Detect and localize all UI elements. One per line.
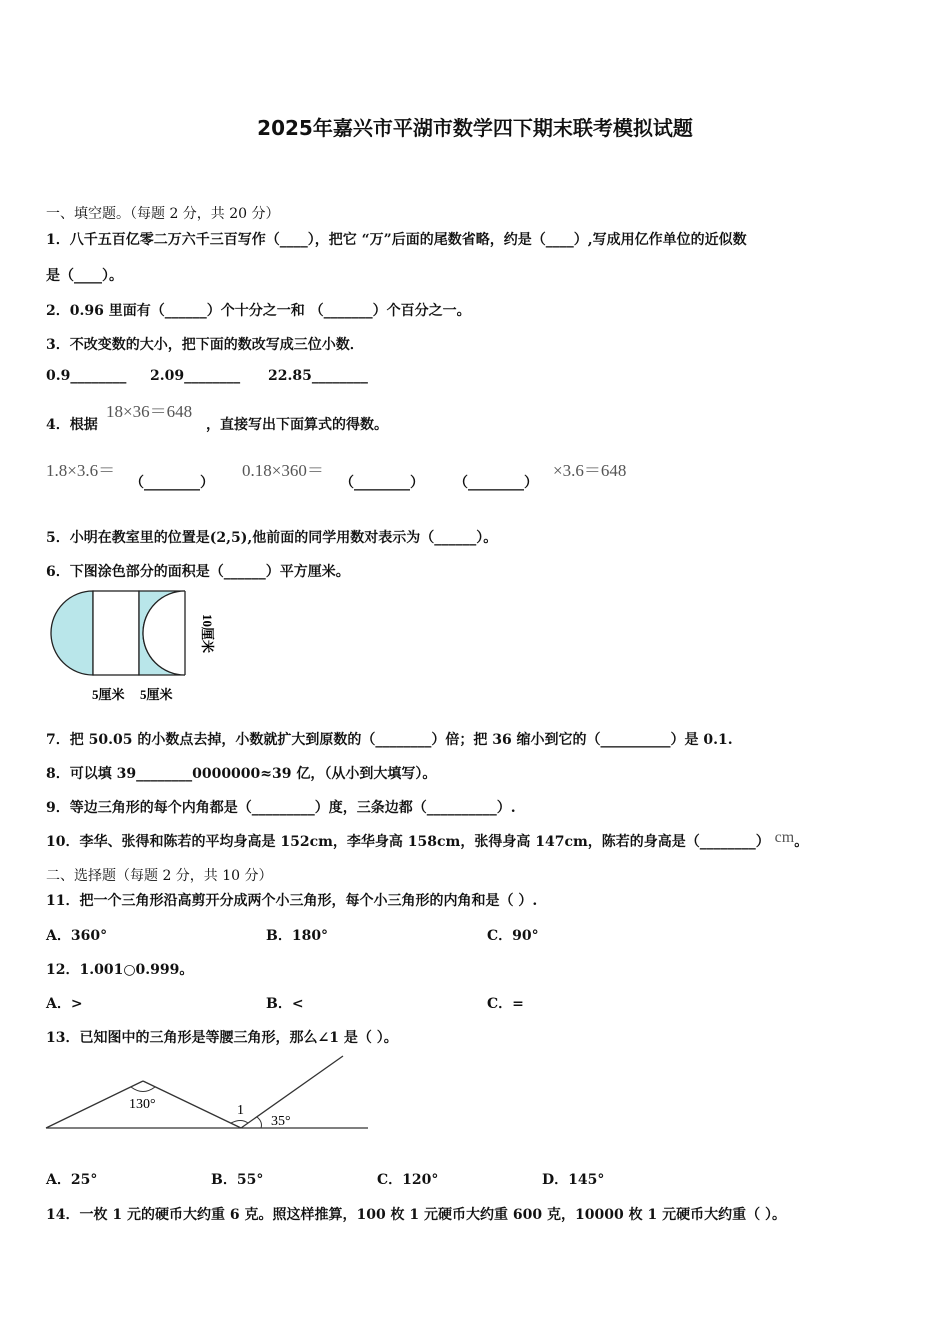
question-10-end: 。	[794, 834, 809, 850]
question-6: 6．下图涂色部分的面积是（______）平方厘米。	[46, 564, 350, 580]
question-10	[46, 831, 808, 851]
question-10-unit: cm	[774, 829, 795, 846]
question-4-instruction: ，直接写出下面算式的得数。	[206, 417, 388, 433]
apex-angle-label: 130°	[129, 1097, 156, 1112]
left-rectangle	[93, 591, 139, 675]
question-7: 7．把 50.05 的小数点去掉，小数就扩大到原数的（________）倍；把 36 缩小到它的（__________）是 0.1.	[46, 732, 733, 748]
question-2: 2．0.96 里面有（______）个十分之一和 （_______）个百分之一。	[46, 303, 471, 319]
height-label: 10厘米	[200, 614, 215, 654]
section-fill-in-heading: 一、填空题。（每题 2 分，共 20 分）	[46, 206, 280, 222]
question-12: 12．1.001○0.999。	[46, 962, 194, 978]
question-1-line-1: 1．八千五百亿零二万六千三百写作（____），把它 “万”后面的尾数省略，约是（____）,写成用亿作单位的近似数	[46, 232, 747, 248]
width-label-right: 5厘米	[140, 687, 173, 702]
question-8: 8．可以填 39________0000000≈39 亿，（从小到大填写）。	[46, 766, 437, 782]
width-label-left: 5厘米	[92, 687, 125, 702]
question-13: 13．已知图中的三角形是等腰三角形，那么∠1 是（ ）。	[46, 1030, 398, 1046]
question-5: 5．小明在教室里的位置是(2,5),他前面的同学用数对表示为（______）。	[46, 530, 498, 546]
angle-1-label: 1	[237, 1103, 244, 1118]
question-13-option-c[interactable]: C．120°	[377, 1172, 439, 1188]
question-3: 3．不改变数的大小，把下面的数改写成三位小数．	[46, 337, 364, 353]
question-11-option-b[interactable]: B．180°	[266, 928, 329, 944]
question-11-option-c[interactable]: C．90°	[487, 928, 539, 944]
question-4-given-equation: 18×36＝648	[106, 402, 193, 421]
question-4-expression-2: 0.18×360＝	[242, 461, 324, 480]
question-13-option-a[interactable]: A．25°	[46, 1172, 98, 1188]
left-half-circle-shaded	[51, 591, 93, 675]
question-14: 14．一枚 1 元的硬币大约重 6 克。照这样推算，100 枚 1 元硬币大约重 600 克，10000 枚 1 元硬币大约重（ ）。	[46, 1207, 786, 1223]
isosceles-triangle-figure	[44, 1052, 374, 1142]
triangle-right-side	[143, 1081, 241, 1128]
question-11-option-a[interactable]: A．360°	[46, 928, 108, 944]
angle-35-label: 35°	[271, 1114, 291, 1129]
angle-35-arc	[257, 1117, 262, 1128]
section-choice-heading: 二、选择题（每题 2 分，共 10 分）	[46, 868, 273, 884]
apex-angle-arc	[131, 1087, 155, 1092]
question-3-item-2: 2.09________	[150, 368, 241, 384]
question-4-answer-blank-2: （________）	[340, 475, 424, 491]
question-1-line-2: 是（____）。	[46, 268, 123, 284]
page-title: 2025年嘉兴市平湖市数学四下期末联考模拟试题	[257, 116, 693, 140]
question-12-option-c[interactable]: C．=	[487, 996, 524, 1012]
shaded-area-figure	[44, 588, 224, 708]
question-3-item-3: 22.85________	[268, 368, 368, 384]
angle-1-arc	[231, 1121, 248, 1124]
question-4-expression-3: ×3.6＝648	[553, 461, 627, 480]
question-13-option-b[interactable]: B．55°	[211, 1172, 264, 1188]
question-10-text: 10．李华、张得和陈若的平均身高是 152cm，李华身高 158cm，张得身高 147cm，陈若的身高是（________）	[46, 834, 770, 850]
slanted-ray	[241, 1056, 343, 1128]
question-4-label: 4．根据	[46, 417, 98, 433]
question-3-item-1: 0.9________	[46, 368, 127, 384]
question-4-expression-1: 1.8×3.6＝	[46, 461, 116, 480]
question-12-option-a[interactable]: A．>	[46, 996, 83, 1012]
question-4-answer-blank-1: （________）	[130, 475, 214, 491]
question-12-option-b[interactable]: B．<	[266, 996, 304, 1012]
question-13-option-d[interactable]: D．145°	[542, 1172, 605, 1188]
question-11: 11．把一个三角形沿高剪开分成两个小三角形，每个小三角形的内角和是（ ）.	[46, 893, 538, 909]
question-4-answer-blank-3: （________）	[454, 475, 538, 491]
question-9: 9．等边三角形的每个内角都是（_________）度，三条边都（__________）.	[46, 800, 516, 816]
